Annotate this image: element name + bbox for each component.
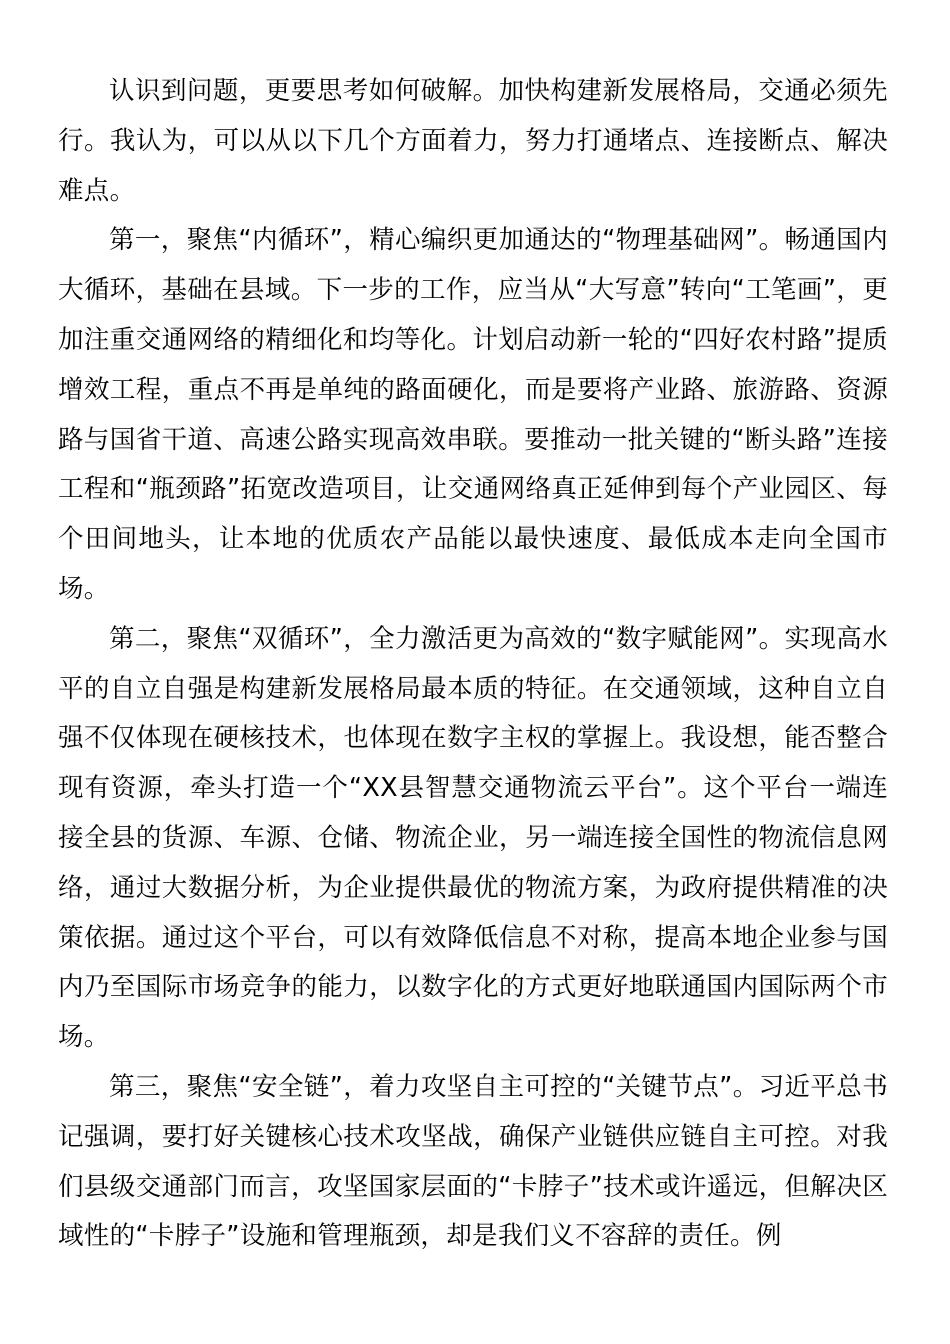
document-body: [58, 67, 888, 1262]
paragraph-intro: 认识到问题，更要思考如何破解。加快构建新发展格局，交通必须先行。我认为，可以从以下几个方面着力，努力打通堵点、连接断点、解决难点。: [58, 76, 888, 206]
paragraph-first-point: 第一，聚焦“内循环”，精心编织更加通达的“物理基础网”。畅通国内大循环，基础在县域。下一步的工作，应当从“大写意”转向“工笔画”，更加注重交通网络的精细化和均等化。计划启动新一轮的“四好农村路”提质增效工程，重点不再是单纯的路面硬化，而是要将产业路、旅游路、资源路与国省干道、高速公路实现高效串联。要推动一批关键的“断头路”连接工程和“瓶颈路”拓宽改造项目，让交通网络真正延伸到每个产业园区、每个田间地头，让本地的优质农产品能以最快速度、最低成本走向全国市场。: [58, 225, 888, 604]
paragraph-third-point: 第三，聚焦“安全链”，着力攻坚自主可控的“关键节点”。习近平总书记强调，要打好关键核心技术攻坚战，确保产业链供应链自主可控。对我们县级交通部门而言，攻坚国家层面的“卡脖子”技术或许遥远，但解决区域性的“卡脖子”设施和管理瓶颈，却是我们义不容辞的责任。例: [58, 1071, 888, 1252]
paragraph-second-point: 第二，聚焦“双循环”，全力激活更为高效的“数字赋能网”。实现高水平的自立自强是构建新发展格局最本质的特征。在交通领域，这种自立自强不仅体现在硬核技术，也体现在数字主权的掌握上。我设想，能否整合现有资源，牵头打造一个“XX县智慧交通物流云平台”。这个平台一端连接全县的货源、车源、仓储、物流企业，另一端连接全国性的物流信息网络，通过大数据分析，为企业提供最优的物流方案，为政府提供精准的决策依据。通过这个平台，可以有效降低信息不对称，提高本地企业参与国内乃至国际市场竞争的能力，以数字化的方式更好地联通国内国际两个市场。: [58, 623, 888, 1053]
